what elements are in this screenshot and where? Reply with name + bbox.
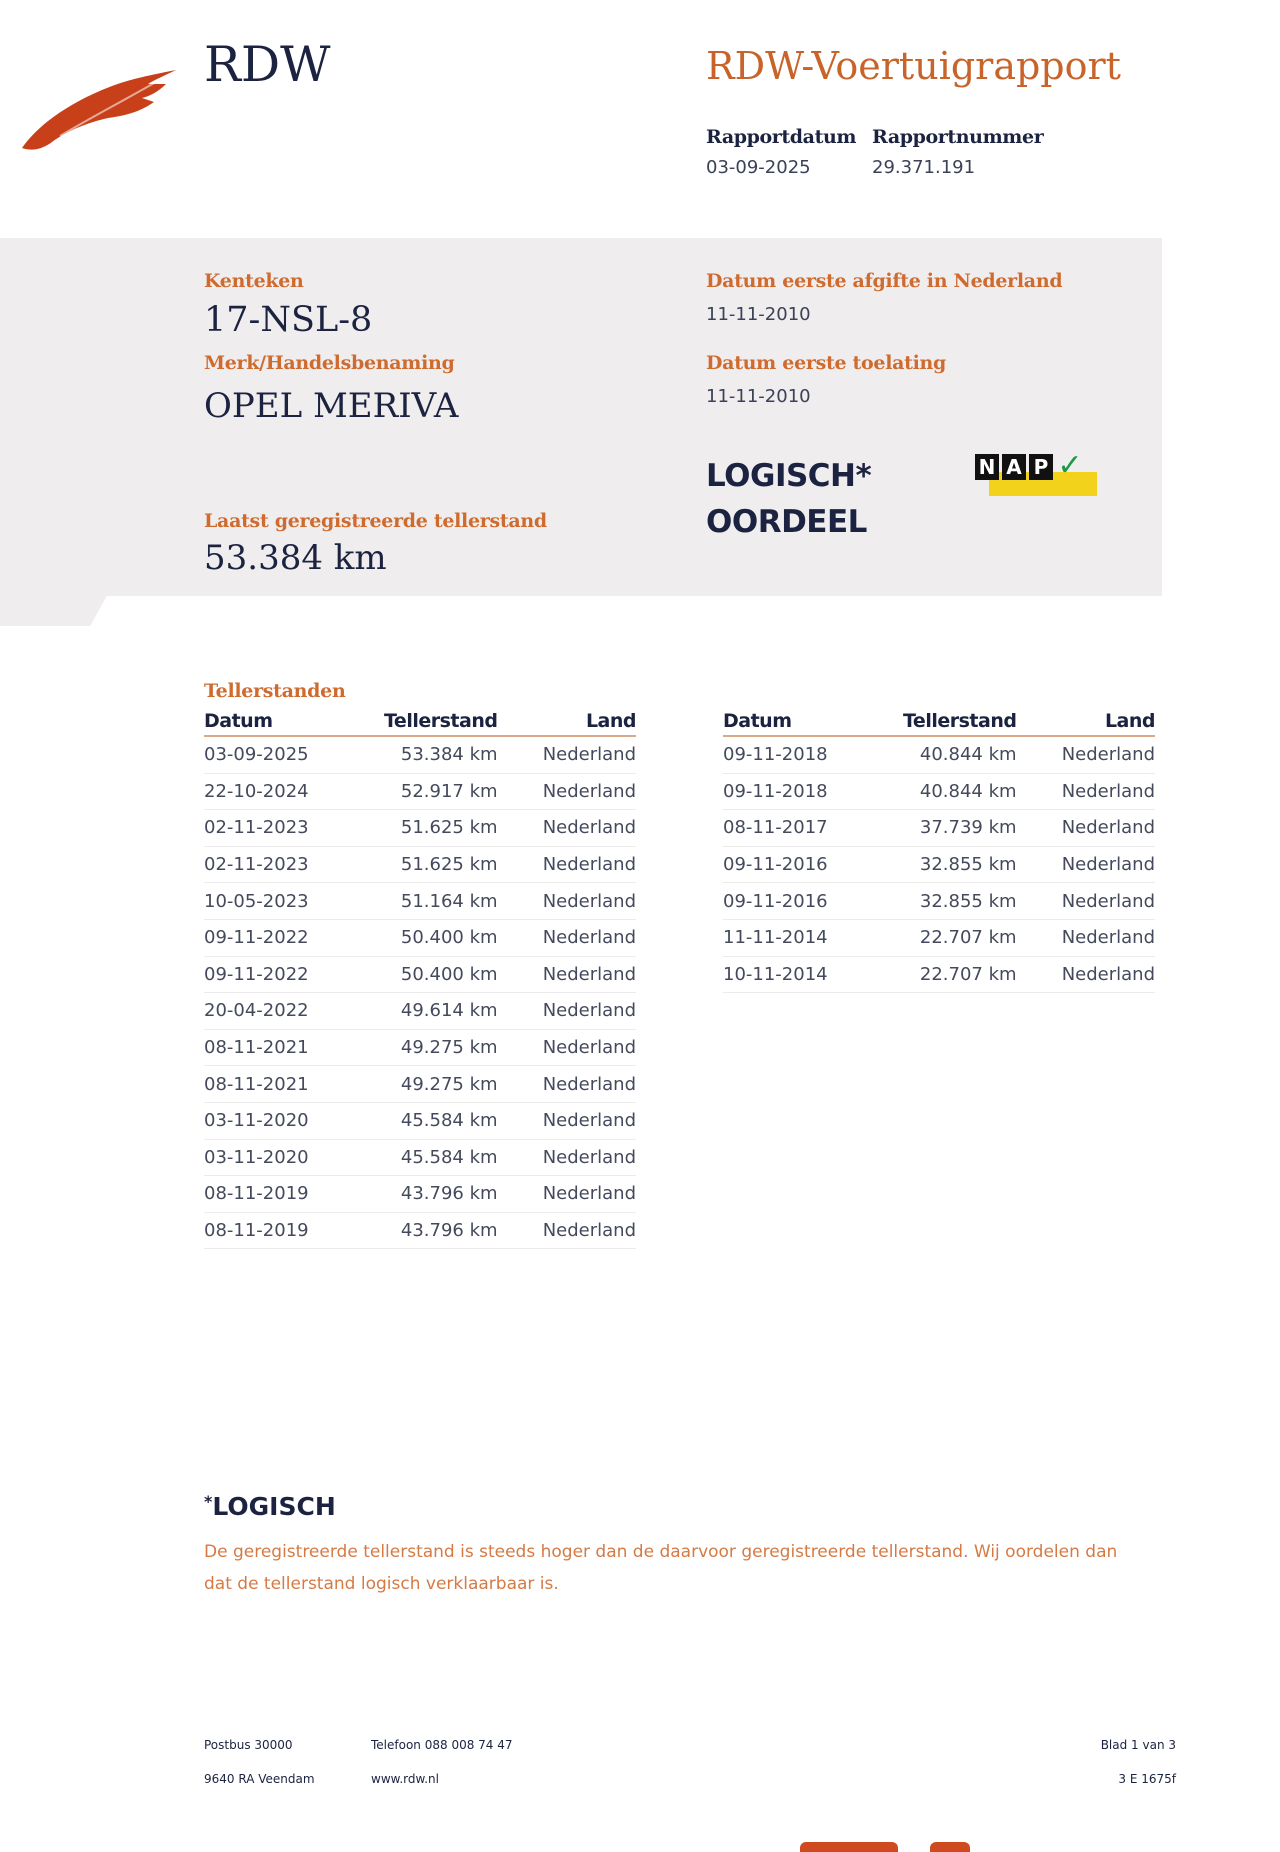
table-row [204,810,636,847]
row-odometer: 45.584 km [344,1139,526,1176]
col-header-odometer: Tellerstand [863,710,1045,736]
footer-code: 3 E 1675f [1118,1772,1176,1786]
row-country: Nederland [1045,956,1155,993]
row-country: Nederland [526,1102,636,1139]
last-odometer-value: 53.384 km [204,538,387,578]
footer-city: 9640 RA Veendam [204,1772,315,1786]
row-date: 08-11-2019 [204,1176,344,1213]
report-title: RDW-Voertuigrapport [706,44,1121,88]
row-country: Nederland [526,883,636,920]
row-odometer: 51.625 km [344,846,526,883]
report-number: 29.371.191 [872,157,976,178]
check-icon: ✓ [1057,448,1083,483]
note-title: LOGISCH [212,1492,336,1521]
table-row [204,956,636,993]
note-text-line-2: dat de tellerstand logisch verklaarbaar is. [204,1574,559,1594]
nap-letter-p: P [1029,454,1053,480]
table-row [723,919,1155,956]
odometer-section-title: Tellerstanden [204,680,346,702]
row-odometer: 49.275 km [344,1066,526,1103]
row-date: 08-11-2021 [204,1066,344,1103]
table-row [204,773,636,810]
row-date: 10-11-2014 [723,956,863,993]
row-odometer: 22.707 km [863,956,1045,993]
table-row [723,956,1155,993]
brand-name: RDW [204,36,331,93]
row-country: Nederland [526,810,636,847]
row-odometer: 45.584 km [344,1102,526,1139]
row-country: Nederland [526,919,636,956]
last-odometer-label: Laatst geregistreerde tellerstand [204,510,547,532]
row-date: 09-11-2018 [723,736,863,773]
row-date: 02-11-2023 [204,810,344,847]
table-row [723,883,1155,920]
verdict-line-2: OORDEEL [706,504,867,540]
odometer-table-left [204,710,636,1249]
note-text-line-1: De geregistreerde tellerstand is steeds hoger dan de daarvoor geregistreerde tellerstand. Wij oordelen dan [204,1542,1118,1562]
nap-letter-a: A [1002,454,1026,480]
table-row [204,846,636,883]
note-text [204,1536,1204,1600]
table-row [723,810,1155,847]
table-row [204,1176,636,1213]
panel-tab-decoration [0,590,110,626]
report-date-label: Rapportdatum [706,126,857,148]
table-row [204,919,636,956]
col-header-country: Land [526,710,636,736]
footer-phone: Telefoon 088 008 74 47 [371,1738,513,1752]
row-odometer: 50.400 km [344,956,526,993]
row-date: 03-11-2020 [204,1102,344,1139]
cutoff-decoration [800,1842,898,1852]
report-number-label: Rapportnummer [872,126,1044,148]
row-date: 10-05-2023 [204,883,344,920]
nap-badge [975,448,1099,498]
col-header-odometer: Tellerstand [344,710,526,736]
row-country: Nederland [526,993,636,1030]
row-date: 09-11-2022 [204,919,344,956]
first-admission-label: Datum eerste toelating [706,352,947,374]
row-odometer: 50.400 km [344,919,526,956]
row-country: Nederland [526,1066,636,1103]
row-country: Nederland [526,773,636,810]
row-date: 08-11-2021 [204,1029,344,1066]
col-header-date: Datum [723,710,863,736]
table-row [723,736,1155,773]
footer-postbus: Postbus 30000 [204,1738,293,1752]
table-row [204,1029,636,1066]
row-date: 08-11-2019 [204,1212,344,1249]
report-date: 03-09-2025 [706,157,811,178]
row-date: 03-11-2020 [204,1139,344,1176]
row-odometer: 32.855 km [863,846,1045,883]
note-heading [204,1492,336,1521]
note-star: * [204,1492,213,1511]
row-date: 09-11-2016 [723,846,863,883]
row-odometer: 52.917 km [344,773,526,810]
row-odometer: 40.844 km [863,736,1045,773]
row-date: 09-11-2022 [204,956,344,993]
row-odometer: 22.707 km [863,919,1045,956]
row-odometer: 43.796 km [344,1212,526,1249]
odometer-table-right [723,710,1155,993]
row-date: 09-11-2016 [723,883,863,920]
footer-page-number: Blad 1 van 3 [1100,1738,1176,1752]
make-label: Merk/Handelsbenaming [204,352,455,374]
row-country: Nederland [526,736,636,773]
row-odometer: 32.855 km [863,883,1045,920]
row-country: Nederland [526,1212,636,1249]
row-date: 09-11-2018 [723,773,863,810]
row-country: Nederland [1045,773,1155,810]
row-country: Nederland [526,956,636,993]
row-odometer: 51.164 km [344,883,526,920]
row-date: 22-10-2024 [204,773,344,810]
nap-letter-n: N [975,454,999,480]
row-odometer: 51.625 km [344,810,526,847]
row-country: Nederland [526,1029,636,1066]
row-date: 03-09-2025 [204,736,344,773]
row-date: 11-11-2014 [723,919,863,956]
footer-website[interactable]: www.rdw.nl [371,1772,439,1786]
table-row [204,993,636,1030]
table-row [204,736,636,773]
row-date: 02-11-2023 [204,846,344,883]
license-plate: 17-NSL-8 [204,300,373,340]
row-country: Nederland [1045,883,1155,920]
row-odometer: 40.844 km [863,773,1045,810]
first-issue-nl-label: Datum eerste afgifte in Nederland [706,270,1063,292]
row-odometer: 49.275 km [344,1029,526,1066]
table-row [204,883,636,920]
rdw-logo-icon [20,62,180,152]
first-admission-date: 11-11-2010 [706,386,811,407]
row-odometer: 49.614 km [344,993,526,1030]
col-header-date: Datum [204,710,344,736]
row-country: Nederland [526,846,636,883]
vehicle-make: OPEL MERIVA [204,386,459,426]
table-row [723,846,1155,883]
row-country: Nederland [1045,736,1155,773]
row-odometer: 37.739 km [863,810,1045,847]
row-odometer: 53.384 km [344,736,526,773]
table-row [204,1102,636,1139]
row-odometer: 43.796 km [344,1176,526,1213]
table-row [204,1212,636,1249]
col-header-country: Land [1045,710,1155,736]
cutoff-decoration [930,1842,970,1852]
row-date: 08-11-2017 [723,810,863,847]
verdict-line-1: LOGISCH* [706,458,872,494]
row-country: Nederland [526,1139,636,1176]
row-country: Nederland [1045,846,1155,883]
row-country: Nederland [1045,919,1155,956]
row-country: Nederland [526,1176,636,1213]
table-row [204,1066,636,1103]
table-row [204,1139,636,1176]
row-date: 20-04-2022 [204,993,344,1030]
row-country: Nederland [1045,810,1155,847]
table-row [723,773,1155,810]
plate-label: Kenteken [204,270,304,292]
first-issue-nl-date: 11-11-2010 [706,304,811,325]
